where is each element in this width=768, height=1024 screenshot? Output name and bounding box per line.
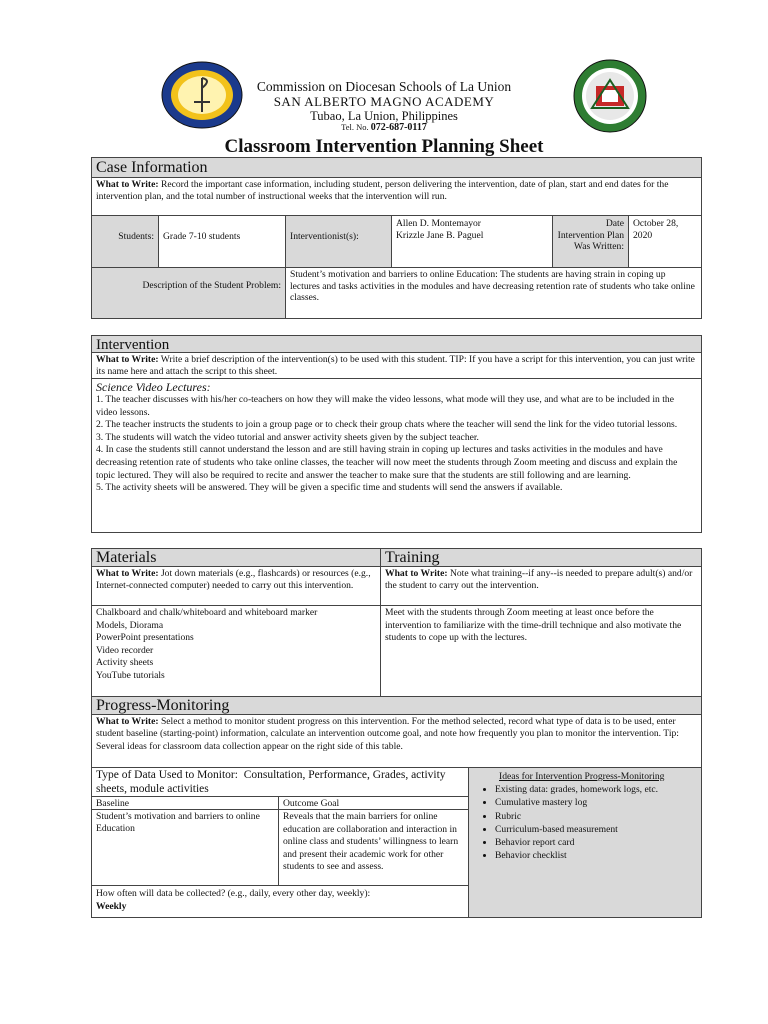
intervention-body [91,378,702,533]
progress-instructions [91,714,702,768]
outcome-value: Reveals that the main barriers for online education are collaboration and interaction in online class and students’ willingness to learn and present their academic work for other students to see and assess. [283,811,459,873]
problem-value: Student’s motivation and barriers to online Education: The students are having strain in coping up lectures and tasks activities in the modules and have decreasing retention rate of students who take online classes. [290,269,695,304]
data-type-label: Type of Data Used to Monitor: [96,769,238,781]
ideas-panel [468,767,702,918]
ideas-title: Ideas for Intervention Progress-Monitoring [499,771,665,782]
intervention-step-5: 5. The activity sheets will be answered. They will be given a specific time and students will send the answers if available. [96,482,563,494]
material-item: YouTube tutorials [96,669,165,681]
intervention-step-1: 1. The teacher discusses with his/her co-teachers on how they will make the video lessons, what mode will they use, and what are to be included in the video lessons. [96,394,674,418]
case-info-instructions [91,177,702,216]
idea-item: • Curriculum-based measurement [495,823,697,836]
outcome-label: Outcome Goal [283,798,340,809]
date-label: Date Intervention Plan Was Written: [557,218,624,253]
wtw-label: What to Write: [96,179,159,190]
outcome-value-cell [278,809,469,886]
tel-label: Tel. No. [341,122,369,132]
school-name: SAN ALBERTO MAGNO ACADEMY [273,94,495,109]
intervention-title: Intervention [91,335,702,353]
students-label-cell [91,215,159,268]
training-instructions [380,566,702,606]
materials-list [91,605,381,697]
wtw-text: Select a method to monitor student progress on this intervention. For the method selected, record what type of data is to be used, enter student baseline (starting-point) information, calculate an intervention outcome goal, and note how frequently you plan to monitor the intervention. Tip: Several ideas for classroom data collection appear on the right side of this table. [96,716,679,752]
frequency-cell [91,885,469,918]
training-text: Meet with the students through Zoom meeting at least once before the intervention to familiarize with the time-drill technique and also motivate the students to cope up with the lectures. [385,607,682,644]
idea-item: • Behavior report card [495,836,697,849]
intervention-instructions [91,352,702,379]
wtw-label: What to Write: [96,354,159,365]
intervention-step-4: 4. In case the students still cannot understand the lesson and are still having strain in coping up lectures and tasks activities in the modules and have decreasing retention rate of students who take online classes, the teacher will now meet the students through Zoom meeting and discuss and explain the topic lectured. They will also be required to recite and answer the teacher to make sure that the students are still following and are learning. [96,444,678,481]
training-content [380,605,702,697]
material-item: PowerPoint presentations [96,632,194,644]
training-title: Training [380,548,702,567]
outcome-header [278,796,469,810]
ideas-list [473,783,697,862]
interventionist-value-cell [391,215,553,268]
commission-name: Commission on Diocesan Schools of La Union [256,79,512,94]
materials-title: Materials [91,548,381,567]
telephone [0,122,768,133]
problem-value-cell [285,267,702,319]
interventionist-1: Allen D. Montemayor [396,218,481,229]
material-item: Chalkboard and chalk/whiteboard and whiteboard marker [96,607,318,618]
wtw-text: Jot down materials (e.g., flashcards) or resources (e.g., Internet-connected computer) needed to carry out this intervention. [96,568,371,591]
material-item: Models, Diorama [96,619,164,631]
wtw-text: Record the important case information, including student, person delivering the intervention, date of plan, start and end dates for the intervention plan, and the total number of instructional weeks that the intervention will run. [96,179,669,202]
progress-title: Progress-Monitoring [91,696,702,715]
intervention-name: Science Video Lectures: [96,380,211,394]
wtw-label: What to Write: [96,568,159,579]
frequency-label: How often will data be collected? (e.g., daily, every other day, weekly): [96,888,371,899]
interventionist-2: Krizzle Jane B. Paguel [396,229,484,241]
intervention-step-2: 2. The teacher instructs the students to join a group page or to check their group chats where the teacher will send the link for the video tutorial lessons. [96,419,678,431]
date-value-cell [628,215,702,268]
students-value-cell [158,215,286,268]
wtw-text: Note what training--if any--is needed to prepare adult(s) and/or the student to carry out the intervention. [385,568,693,591]
wtw-label: What to Write: [385,568,448,579]
idea-item: • Cumulative mastery log [495,796,697,809]
students-value: Grade 7-10 students [163,231,241,242]
baseline-header [91,796,279,810]
baseline-label: Baseline [96,798,130,809]
data-type-value: Consultation, Performance, Grades, activity sheets, module activities [96,769,446,795]
materials-instructions [91,566,381,606]
baseline-value: Student’s motivation and barriers to online Education [96,811,260,834]
interventionist-label: Interventionist(s): [290,231,359,242]
data-type-cell [91,767,469,797]
interventionist-label-cell [285,215,392,268]
baseline-value-cell [91,809,279,886]
date-label-cell [552,215,629,268]
students-label: Students: [118,231,154,242]
tel-number: 072-687-0117 [370,122,427,133]
frequency-value: Weekly [96,901,127,912]
school-address: Tubao, La Union, Philippines [310,109,458,123]
wtw-label: What to Write: [96,716,159,727]
intervention-step-3: 3. The students will watch the video tutorial and answer activity sheets given by the subject teacher. [96,431,479,443]
material-item: Activity sheets [96,657,154,669]
idea-item: • Rubric [495,810,697,823]
page-title: Classroom Intervention Planning Sheet [224,136,544,157]
date-value: October 28, 2020 [633,218,679,241]
idea-item: • Existing data: grades, homework logs, etc. [495,783,697,796]
problem-label-cell [91,267,286,319]
idea-item: • Behavior checklist [495,849,697,862]
case-info-title: Case Information [91,157,702,178]
wtw-text: Write a brief description of the intervention(s) to be used with this student. TIP: If you have a script for this intervention, you can just write its name here and attach the script to this sheet. [96,354,695,377]
problem-label: Description of the Student Problem: [142,280,281,291]
material-item: Video recorder [96,644,154,656]
